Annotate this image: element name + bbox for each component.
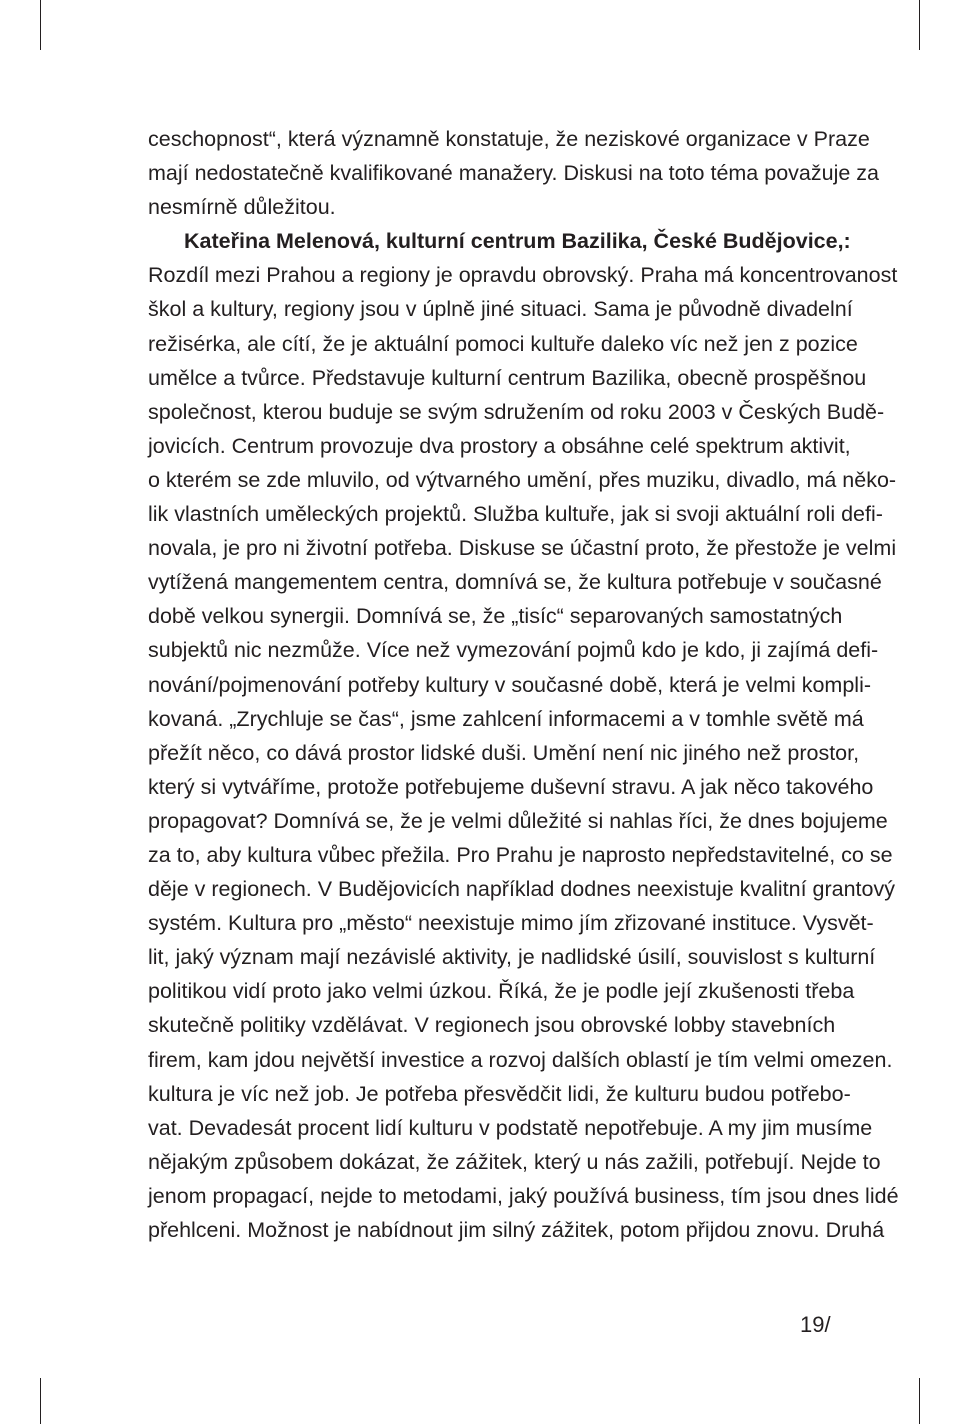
text-line: kovaná. „Zrychluje se čas“, jsme zahlcení informacemi a v tomhle světě má <box>148 706 864 731</box>
text-line: systém. Kultura pro „město“ neexistuje mimo jím zřizované instituce. Vysvět- <box>148 911 874 936</box>
text-line: subjektů nic nezmůže. Více než vymezování pojmů kdo je kdo, ji zajímá defi- <box>148 638 879 663</box>
text-line: vat. Devadesát procent lidí kulturu v podstatě nepotřebuje. A my jim musíme <box>148 1115 873 1140</box>
page-number: 19/ <box>800 1312 831 1337</box>
text-line: lit, jaký význam mají nezávislé aktivity, je nadlidské úsilí, souvislost s kulturní <box>148 945 876 970</box>
text-line: Rozdíl mezi Prahou a regiony je opravdu obrovský. Praha má koncentrovanost <box>148 263 898 288</box>
speaker-heading: Kateřina Melenová, kulturní centrum Bazilika, České Budějovice,: <box>184 229 851 254</box>
text-line: mají nedostatečně kvalifikované manažery. Diskusi na toto téma považuje za <box>148 161 879 186</box>
crop-mark-top-right-vertical <box>919 0 920 50</box>
text-line: režisérka, ale cítí, že je aktuální pomoci kultuře daleko víc než jen z pozice <box>148 331 858 356</box>
text-line: jenom propagací, nejde to metodami, jaký používá business, tím jsou dnes lidé <box>148 1183 899 1208</box>
crop-mark-bottom-left-vertical <box>40 1378 41 1424</box>
text-line: době velkou synergii. Domnívá se, že „tisíc“ separovaných samostatných <box>148 604 843 629</box>
text-line: nějakým způsobem dokázat, že zážitek, který u nás zažili, potřebují. Nejde to <box>148 1149 881 1174</box>
text-line: škol a kultury, regiony jsou v úplně jiné situaci. Sama je původně divadelní <box>148 297 853 322</box>
body-text <box>148 122 899 1247</box>
text-line: skutečně politiky vzdělávat. V regionech jsou obrovské lobby stavebních <box>148 1013 836 1038</box>
text-line: nesmírně důležitou. <box>148 195 336 220</box>
text-line: děje v regionech. V Budějovicích například dodnes neexistuje kvalitní grantový <box>148 877 895 902</box>
text-line: který si vytváříme, protože potřebujeme duševní stravu. A jak něco takového <box>148 774 874 799</box>
text-line: přehlceni. Možnost je nabídnout jim silný zážitek, potom přijdou znovu. Druhá <box>148 1218 885 1242</box>
text-line: lik vlastních uměleckých projektů. Služba kultuře, jak si svoji aktuální roli defi- <box>148 502 883 527</box>
crop-mark-bottom-right-vertical <box>919 1378 920 1424</box>
text-line: firem, kam jdou největší investice a rozvoj dalších oblastí je tím velmi omezen. <box>148 1047 893 1072</box>
text-line: propagovat? Domnívá se, že je velmi důležité si nahlas říci, že dnes bojujeme <box>148 808 888 833</box>
text-line: politikou vidí proto jako velmi úzkou. Říká, že je podle její zkušenosti třeba <box>148 979 855 1004</box>
text-line: jovicích. Centrum provozuje dva prostory a obsáhne celé spektrum aktivit, <box>148 433 851 458</box>
text-line: přežít něco, co dává prostor lidské duši. Umění není nic jiného než prostor, <box>148 740 860 765</box>
crop-mark-top-left-vertical <box>40 0 41 50</box>
text-line: ceschopnost“, která významně konstatuje, že neziskové organizace v Praze <box>148 127 870 151</box>
text-line: společnost, kterou buduje se svým sdružením od roku 2003 v Českých Budě- <box>148 399 885 424</box>
text-line: vytížená mangementem centra, domnívá se, že kultura potřebuje v současné <box>148 570 882 595</box>
text-line: kultura je víc než job. Je potřeba přesvědčit lidi, že kulturu budou potřebo- <box>148 1081 851 1106</box>
text-line: umělce a tvůrce. Představuje kulturní centrum Bazilika, obecně prospěšnou <box>148 365 867 390</box>
text-line: novala, je pro ni životní potřeba. Diskuse se účastní proto, že přestože je velmi <box>148 536 897 561</box>
text-line: nování/pojmenování potřeby kultury v současné době, která je velmi kompli- <box>148 672 872 697</box>
text-line: za to, aby kultura vůbec přežila. Pro Prahu je naprosto nepředstavitelné, co se <box>148 842 893 867</box>
text-line: o kterém se zde mluvilo, od výtvarného umění, přes muziku, divadlo, má něko- <box>148 467 897 492</box>
